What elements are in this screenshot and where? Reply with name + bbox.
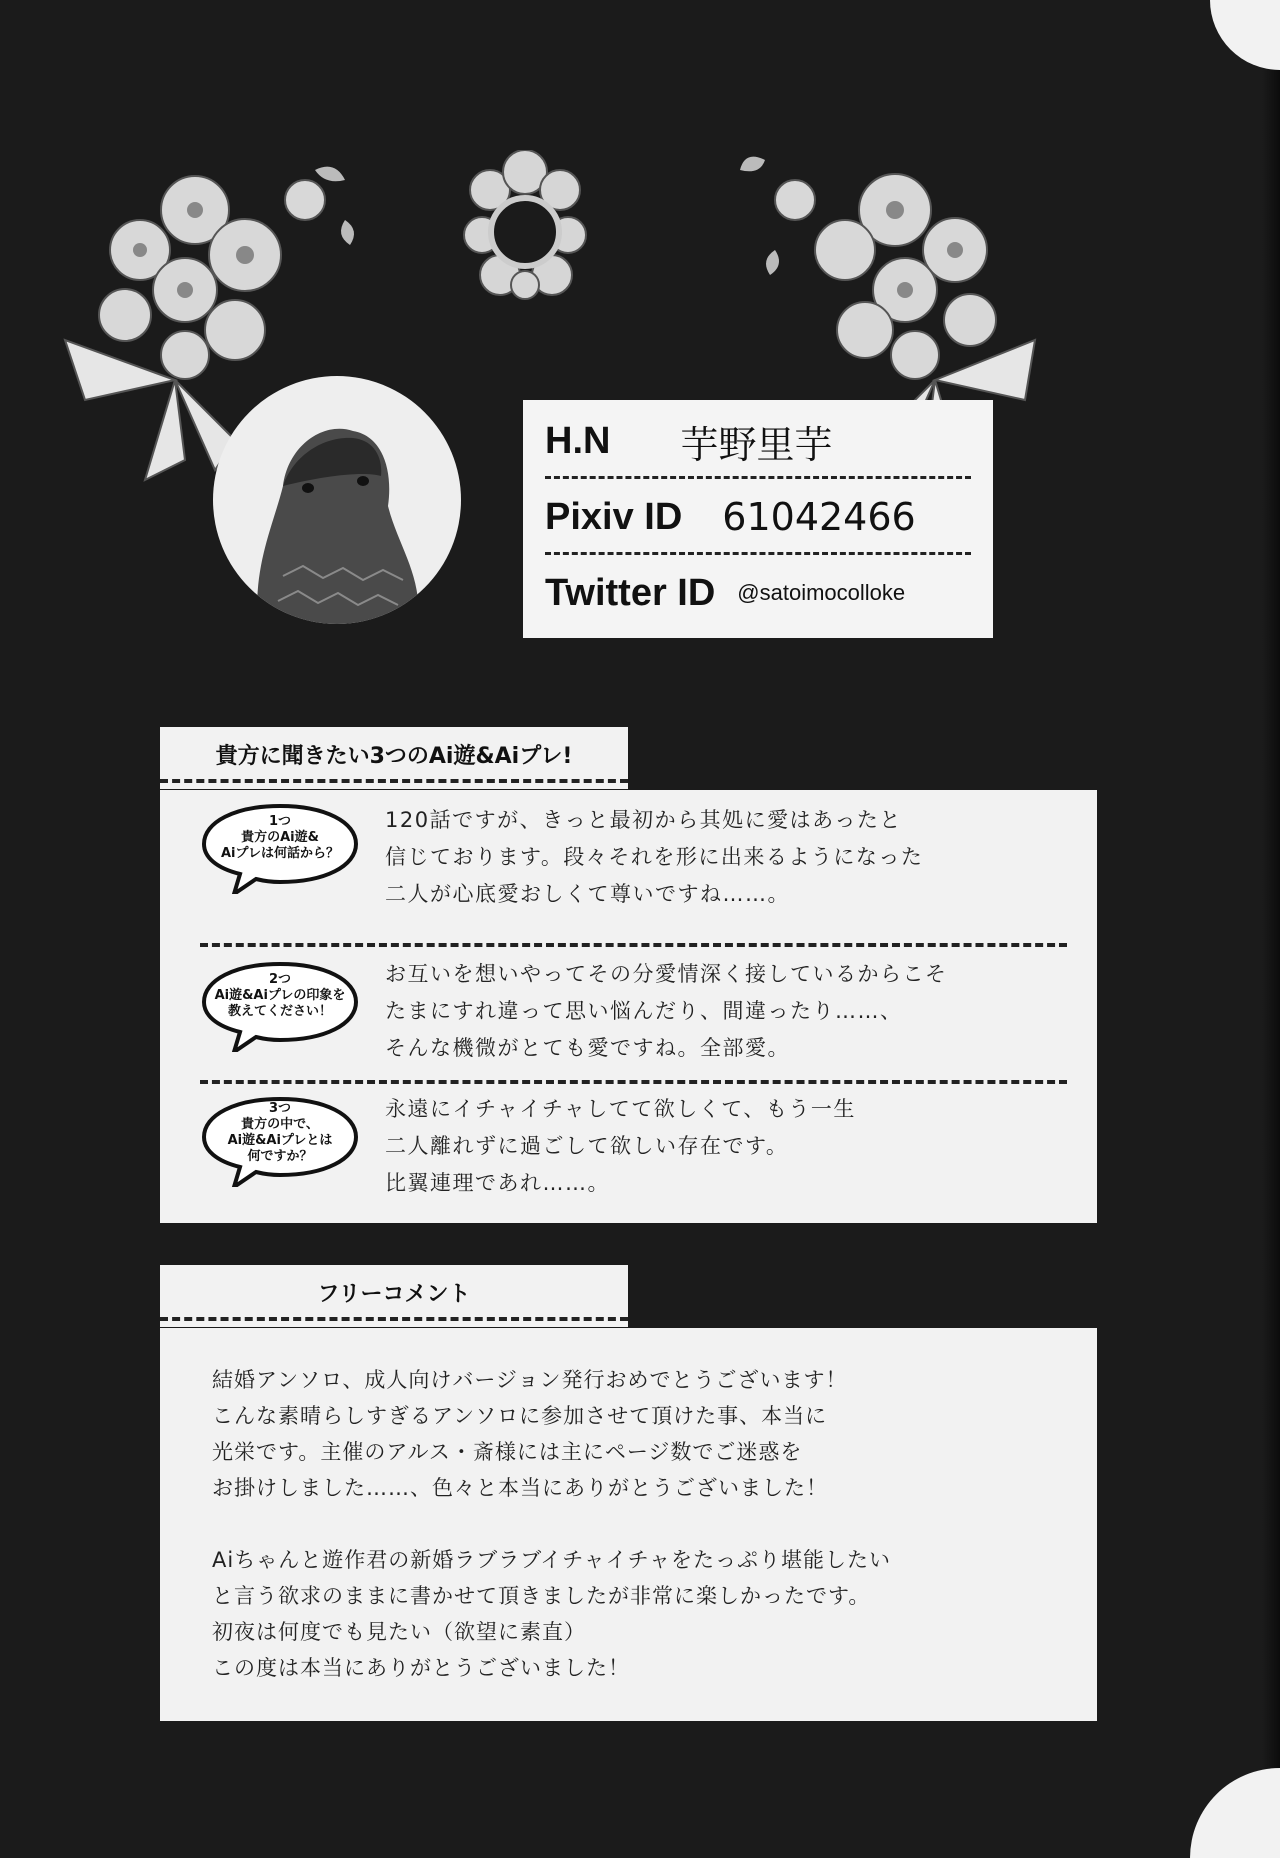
questions-header-title: 貴方に聞きたい3つのAi遊&Aiプレ! xyxy=(215,743,573,769)
questions-header-divider xyxy=(160,779,628,783)
page-corner-top xyxy=(1210,0,1280,70)
question-1-answer: 120話ですが、きっと最初から其処に愛はあったと 信じております。段々それを形に出来るようになった 二人が心底愛おしくて尊いですね……。 xyxy=(385,808,924,906)
avatar xyxy=(213,376,461,624)
hn-value: 芋野里芋 xyxy=(680,422,833,467)
question-2 xyxy=(160,960,1097,1080)
question-1 xyxy=(160,802,1097,922)
question-1-prompt: 1つ 貴方のAi遊& Aiプレは何話から？ xyxy=(221,814,339,861)
page-edge xyxy=(1262,0,1280,1858)
hn-row xyxy=(545,406,971,479)
question-2-answer: お互いを想いやってその分愛情深く接しているからこそ たまにすれ違って思い悩んだり、間違ったり……、 そんな機微がとても愛ですね。全部愛。 xyxy=(385,962,948,1060)
questions-header xyxy=(160,727,628,789)
pixiv-label: Pixiv ID xyxy=(545,495,683,538)
flower-wreath-center-icon xyxy=(460,150,590,300)
pixiv-value: 61042466 xyxy=(722,495,916,539)
twitter-label: Twitter ID xyxy=(545,571,716,614)
free-comment-title: フリーコメント xyxy=(317,1281,471,1307)
free-comment-panel xyxy=(160,1328,1097,1721)
questions-panel xyxy=(160,790,1097,1223)
question-divider xyxy=(200,1080,1067,1084)
question-2-prompt: 2つ Ai遊&Aiプレの印象を 教えてください！ xyxy=(214,972,346,1019)
profile-card xyxy=(523,400,993,638)
twitter-row xyxy=(545,558,971,628)
question-divider xyxy=(200,943,1067,947)
page-corner-bottom xyxy=(1190,1768,1280,1858)
pixiv-row xyxy=(545,482,971,555)
question-3 xyxy=(160,1095,1097,1215)
free-comment-divider xyxy=(160,1317,628,1321)
question-3-prompt: 3つ 貴方の中で、 Ai遊&Aiプレとは 何ですか？ xyxy=(227,1101,333,1164)
otter-portrait-icon xyxy=(213,376,461,624)
free-comment-text: 結婚アンソロ、成人向けバージョン発行おめでとうございます！ こんな素晴らしすぎるアンソロに参加させて頂けた事、本当に 光栄です。主催のアルス・斎様には主にページ数でご迷惑を お掛けしました……、色々と本当にありがとうございました！ Aiちゃんと遊作君の新婚ラブラブイチャイチャをたっぷり堪能したい と言う欲求のままに書かせて頂きましたが非常に楽しかったです。 初夜は何度でも見たい（欲望に素直） この度は本当にありがとうございました！ xyxy=(212,1368,892,1680)
hn-label: H.N xyxy=(545,419,611,462)
question-3-answer: 永遠にイチャイチャしてて欲しくて、もう一生 二人離れずに過ごして欲しい存在です。 比翼連理であれ……。 xyxy=(385,1097,856,1195)
twitter-value: @satoimocolloke xyxy=(737,580,906,605)
free-comment-header xyxy=(160,1265,628,1327)
